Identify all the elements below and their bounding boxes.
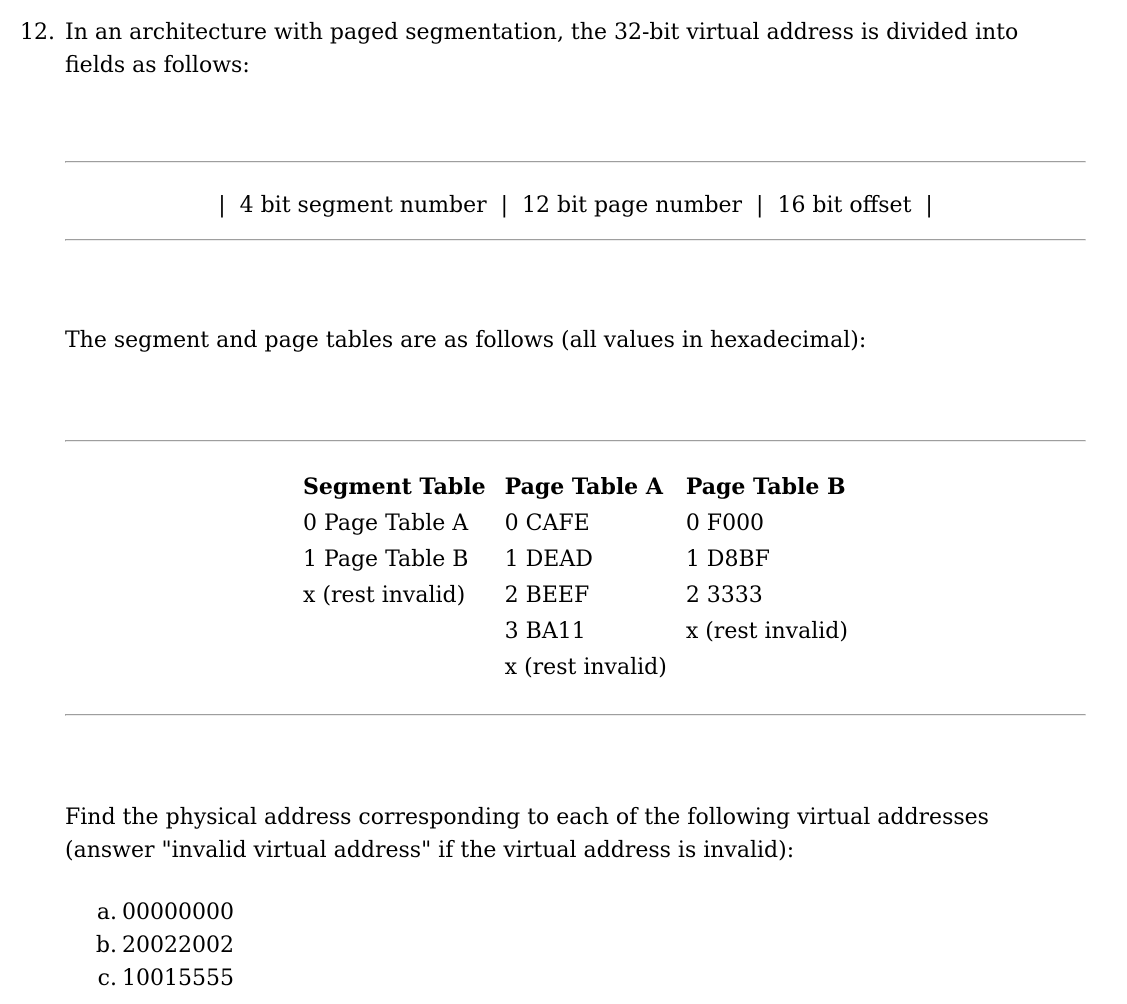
- table-row: [295, 507, 856, 540]
- question-intro-line-1: In an architecture with paged segmentation, the 32-bit virtual address is divided into: [65, 20, 1019, 45]
- table-cell: 3 BA11: [504, 619, 586, 644]
- question-number: 12.: [20, 20, 55, 45]
- task-text: [65, 801, 1086, 867]
- task-line-2: (answer "invalid virtual address" if the virtual address is invalid):: [65, 838, 795, 863]
- virtual-address-value-b: 20022002: [122, 933, 234, 958]
- task-line-1: Find the physical address corresponding to each of the following virtual addresses: [65, 805, 989, 830]
- list-marker-c: c.: [97, 966, 117, 991]
- table-cell: 1 DEAD: [504, 547, 593, 572]
- virtual-address-item: [95, 929, 1086, 962]
- table-cell: 2 BEEF: [504, 583, 590, 608]
- list-marker-b: b.: [95, 933, 117, 958]
- table-row: [295, 579, 856, 612]
- table-cell: [295, 651, 494, 684]
- address-format-line: | 4 bit segment number | 12 bit page number | 16 bit offset |: [218, 193, 933, 218]
- virtual-address-item: [95, 962, 1086, 995]
- table-cell: 0 CAFE: [504, 511, 590, 536]
- segment-page-tables: [292, 468, 859, 687]
- virtual-address-item: [95, 896, 1086, 929]
- table-cell: x (rest invalid): [685, 619, 848, 644]
- table-row: [295, 543, 856, 576]
- table-row: [295, 615, 856, 648]
- horizontal-rule-before-table: [65, 440, 1086, 442]
- table-row: [295, 651, 856, 684]
- table-header-page-table-a: Page Table A: [504, 474, 663, 500]
- question-intro-line-2: fields as follows:: [65, 53, 250, 78]
- virtual-address-value-a: 00000000: [122, 900, 234, 925]
- table-cell: 2 3333: [685, 583, 763, 608]
- tables-intro: The segment and page tables are as follows (all values in hexadecimal):: [65, 328, 867, 353]
- list-marker-a: a.: [96, 900, 117, 925]
- table-header-page-table-b: Page Table B: [685, 474, 846, 500]
- table-header-segment-table: Segment Table: [303, 474, 486, 500]
- horizontal-rule-top: [65, 161, 1086, 163]
- table-cell: 1 Page Table B: [303, 547, 469, 572]
- table-cell: 0 F000: [685, 511, 765, 536]
- table-header-row: [295, 471, 856, 504]
- table-cell: [678, 651, 856, 684]
- table-cell: 1 D8BF: [685, 547, 770, 572]
- table-cell: [295, 615, 494, 648]
- question-body: [65, 16, 1086, 995]
- virtual-address-list: [95, 896, 1086, 995]
- table-cell: x (rest invalid): [504, 655, 667, 680]
- horizontal-rule-after-table: [65, 714, 1086, 716]
- table-cell: 0 Page Table A: [303, 511, 469, 536]
- virtual-address-value-c: 10015555: [122, 966, 234, 991]
- question-intro: [65, 16, 1086, 82]
- table-cell: x (rest invalid): [303, 583, 466, 608]
- horizontal-rule-after-format: [65, 239, 1086, 241]
